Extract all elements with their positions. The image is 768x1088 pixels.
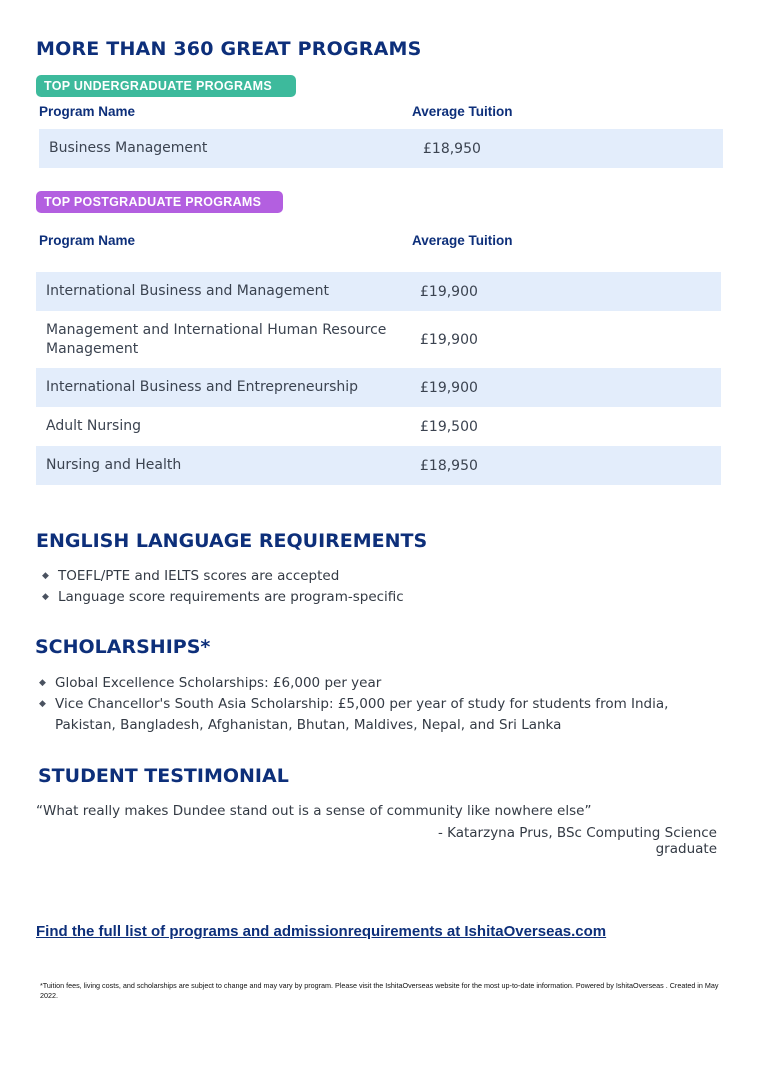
program-name: International Business and Management [46,283,330,299]
program-tuition: £19,500 [420,418,478,435]
program-name: Nursing and Health [46,457,182,473]
pg-col-average-tuition: Average Tuition [412,233,513,248]
testimonial-title: STUDENT TESTIMONIAL [38,765,289,787]
pg-col-program-name: Program Name [39,233,136,248]
list-item [37,587,727,608]
footnote: *Tuition fees, living costs, and scholarships are subject to change and may vary by program. Please visit the IshitaOverseas website for the most up-to-date information. Powered by IshitaOverseas . Created in May 2022. [40,981,719,1000]
english-requirements-list [37,566,727,608]
ug-table-row [39,129,723,168]
bullet-icon: ◆ [42,571,49,581]
programs-title: MORE THAN 360 GREAT PROGRAMS [36,38,422,60]
scholarships-title: SCHOLARSHIPS* [35,636,211,658]
program-name: Management and International Human Resource Management [46,321,387,357]
program-name: Adult Nursing [46,418,141,434]
program-tuition: £19,900 [420,379,478,396]
program-name: International Business and Entrepreneurship [46,379,359,395]
list-item [34,694,724,736]
list-item-text: Global Excellence Scholarships: £6,000 per year [55,675,382,691]
program-tuition: £19,900 [420,331,478,348]
program-tuition: £18,950 [423,140,481,157]
ug-col-program-name: Program Name [39,104,136,119]
scholarships-list [34,673,724,736]
postgraduate-badge: TOP POSTGRADUATE PROGRAMS [36,191,283,213]
program-tuition: £19,900 [420,283,478,300]
full-program-list-link[interactable]: Find the full list of programs and admissionrequirements at IshitaOverseas.com [36,923,607,940]
english-requirements-title: ENGLISH LANGUAGE REQUIREMENTS [36,530,428,552]
pg-table-row [36,311,721,368]
testimonial-author: - Katarzyna Prus, BSc Computing Science graduate [437,825,717,857]
bullet-icon: ◆ [39,678,46,688]
undergraduate-badge: TOP UNDERGRADUATE PROGRAMS [36,75,296,97]
list-item-text: Language score requirements are program-specific [58,589,404,605]
pg-table-row [36,368,721,407]
list-item-text: Vice Chancellor's South Asia Scholarship: £5,000 per year of study for students from India, Pakistan, Bangladesh, Afghanistan, Bhutan, Maldives, Nepal, and Sri Lanka [55,696,669,733]
list-item [37,566,727,587]
program-name: Business Management [49,140,208,156]
bullet-icon: ◆ [39,699,46,709]
testimonial-quote: “What really makes Dundee stand out is a sense of community like nowhere else” [36,803,592,819]
pg-table-row [36,407,721,446]
ug-col-average-tuition: Average Tuition [412,104,513,119]
list-item-text: TOEFL/PTE and IELTS scores are accepted [58,568,340,584]
pg-table-row [36,446,721,485]
pg-table-row [36,272,721,311]
program-tuition: £18,950 [420,457,478,474]
bullet-icon: ◆ [42,592,49,602]
list-item [34,673,724,694]
